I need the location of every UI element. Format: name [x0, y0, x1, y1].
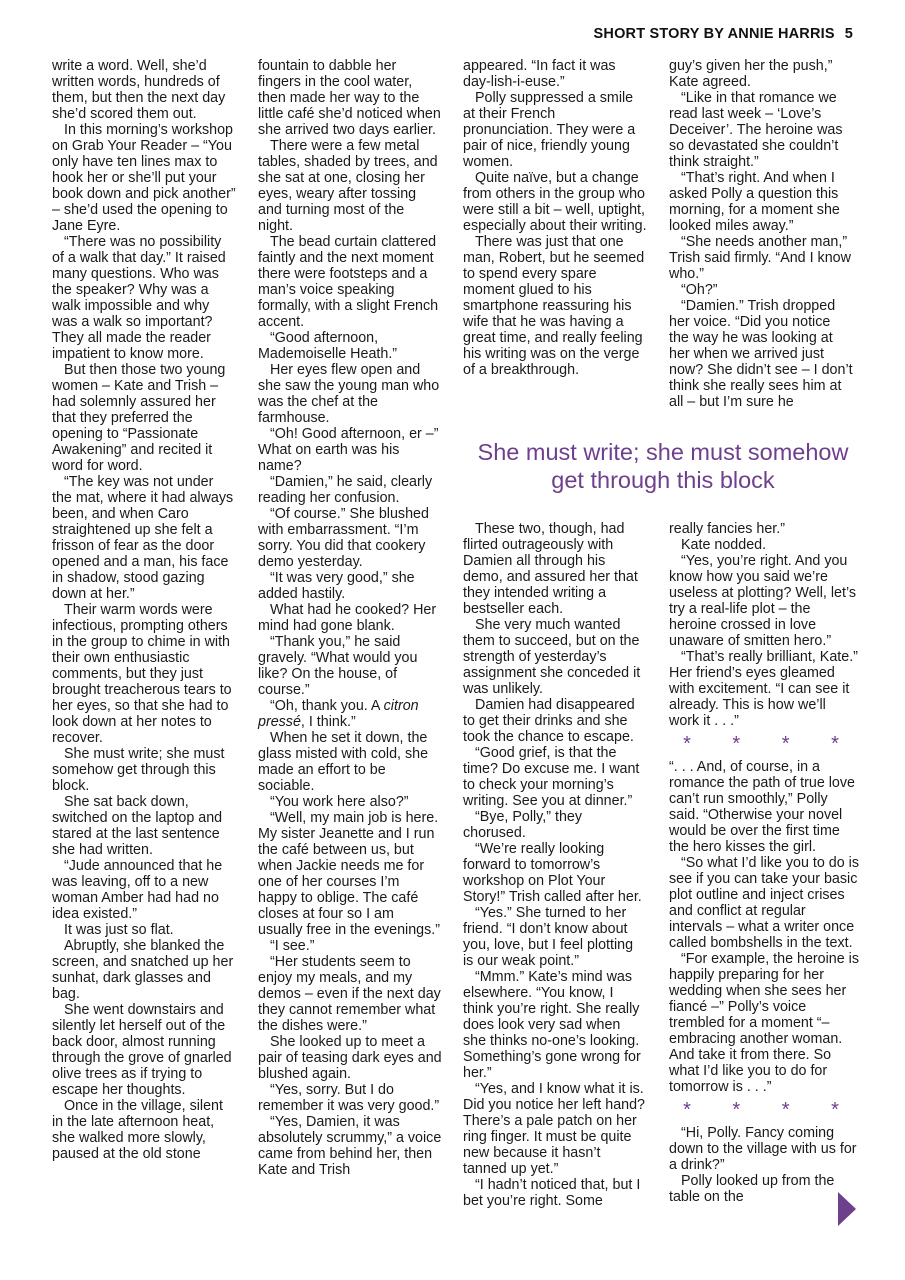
paragraph: “So what I’d like you to do is see if you can take your basic plot outline and inject crises and conflict at regular intervals – what a writer once called bombshells in the text. [669, 855, 860, 951]
paragraph: “I hadn’t noticed that, but I bet you’re right. Some [463, 1177, 641, 1209]
column-1 [52, 58, 236, 1162]
text-run: “Oh, thank you. A [270, 698, 384, 714]
pull-quote: She must write; she must somehow get through this block [477, 439, 849, 493]
paragraph: In this morning’s workshop on Grab Your Reader – “You only have ten lines max to hook her or she’ll put your book down and pick another” – she’d used the opening to Jane Eyre. [52, 122, 236, 234]
paragraph: “Good grief, is that the time? Do excuse me. I want to check your morning’s writing. See you at dinner.” [463, 745, 640, 809]
paragraph: She very much wanted them to succeed, but on the strength of yesterday’s assignment she conceded it was unlikely. [463, 617, 641, 697]
paragraph: She must write; she must somehow get through this block. [52, 746, 225, 794]
text-run: , I think.” [300, 714, 356, 730]
paragraph: “Yes, you’re right. And you know how you said we’re useless at plotting? Well, let’s try a real-life plot – the heroine crossed in love unaware of smitten hero.” [669, 553, 857, 649]
paragraph: “Oh! Good afternoon, er –” What on earth was his name? [258, 426, 439, 474]
paragraph: What had he cooked? Her mind had gone blank. [258, 602, 437, 634]
paragraph: appeared. “In fact it was day-lish-i-euse.” [463, 58, 616, 90]
column-4-top [669, 58, 853, 410]
running-header [594, 26, 853, 42]
paragraph: “Yes.” She turned to her friend. “I don’t know about you, love, but I feel plotting is our weak point.” [463, 905, 634, 969]
paragraph: “We’re really looking forward to tomorrow’s workshop on Plot Your Story!” Trish called after her. [463, 841, 642, 905]
paragraph: “That’s right. And when I asked Polly a question this morning, for a moment she looked miles away.” [669, 170, 840, 234]
paragraph: “Well, my main job is here. My sister Jeanette and I run the café between us, but when Jackie needs me for one of her courses I’m happy to oblige. The café closes at four so I am usually free in the evenings.” [258, 810, 440, 938]
column-2 [258, 58, 442, 1178]
paragraph: “Yes, Damien, it was absolutely scrummy,” a voice came from behind her, then Kate and Trish [258, 1114, 442, 1178]
paragraph: “Damien.” Trish dropped her voice. “Did you notice the way he was looking at her when we arrived just now? She didn’t see – I don’t think she really sees him at all – but I’m sure he [669, 298, 853, 410]
paragraph: “That’s really brilliant, Kate.” Her friend’s eyes gleamed with excitement. “I can see it already. This is how we’ll work it . . .” [669, 649, 858, 729]
paragraph: “Like in that romance we read last week – ‘Love’s Deceiver’. The heroine was so devastated she couldn’t think straight.” [669, 90, 843, 170]
paragraph: write a word. Well, she’d written words, hundreds of them, but then the next day she’d scored them out. [52, 58, 226, 122]
triangle-right-icon [838, 1192, 856, 1231]
paragraph: Kate nodded. [681, 537, 767, 553]
header-title: SHORT STORY BY ANNIE HARRIS [593, 26, 835, 42]
paragraph: “Hi, Polly. Fancy coming down to the village with us for a drink?” [669, 1125, 857, 1173]
column-3-top [463, 58, 647, 378]
paragraph: Their warm words were infectious, prompting others in the group to chime in with their own enthusiastic comments, but they just brought treacherous tears to her eyes, so that she had to look down at her notes to recover. [52, 602, 232, 746]
paragraph: She went downstairs and silently let herself out of the back door, almost running through the grove of gnarled olive trees as if trying to escape her thoughts. [52, 1002, 232, 1098]
paragraph: “Bye, Polly,” they chorused. [463, 809, 582, 841]
paragraph: “Of course.” She blushed with embarrassment. “I’m sorry. You did that cookery demo yesterday. [258, 506, 429, 570]
column-3-bottom [463, 521, 647, 1209]
paragraph: Polly suppressed a smile at their French pronunciation. They were a pair of nice, friendly young women. [463, 90, 636, 170]
paragraph: Polly looked up from the table on the [669, 1173, 835, 1205]
paragraph: There was just that one man, Robert, but he seemed to spend every spare moment glued to his smartphone reassuring his wife that he was having a great time, and really feeling his writing was on the verge of a breakthrough. [463, 234, 645, 378]
paragraph: She sat back down, switched on the laptop and stared at the last sentence she had written. [52, 794, 223, 858]
paragraph: There were a few metal tables, shaded by trees, and she sat at one, closing her eyes, weary after tossing and turning most of the night. [258, 138, 438, 234]
paragraph: “. . . And, of course, in a romance the path of true love can’t run smoothly,” Polly said. “Otherwise your novel would be over the first time the hero kisses the girl. [669, 759, 855, 855]
paragraph: “Yes, and I know what it is. Did you notice her left hand? There’s a pale patch on her ring finger. It must be quite new because it hasn’t tanned up yet.” [463, 1081, 646, 1177]
paragraph: Once in the village, silent in the late afternoon heat, she walked more slowly, paused at the old stone [52, 1098, 223, 1162]
paragraph: fountain to dabble her fingers in the cool water, then made her way to the little café she’d noticed when she arrived two days earlier. [258, 58, 441, 138]
paragraph: Quite naïve, but a change from others in the group who were still a bit – well, uptight, especially about their writing. [463, 170, 647, 234]
paragraph: Her eyes flew open and she saw the young man who was the chef at the farmhouse. [258, 362, 440, 426]
column-4-bottom [669, 521, 859, 1205]
paragraph: “Her students seem to enjoy my meals, and my demos – even if the next day they cannot remember what the dishes were.” [258, 954, 441, 1034]
paragraph: These two, though, had flirted outrageously with Damien all through his demo, and assured her that they intended writing a bestseller each. [463, 521, 638, 617]
paragraph: “She needs another man,” Trish said firmly. “And I know who.” [669, 234, 851, 282]
paragraph: When he set it down, the glass misted with cold, she made an effort to be sociable. [258, 730, 429, 794]
paragraph: “It was very good,” she added hastily. [258, 570, 415, 602]
paragraph: “Thank you,” he said gravely. “What would you like? On the house, of course.” [258, 634, 418, 698]
paragraph: The bead curtain clattered faintly and the next moment there were footsteps and a man’s voice speaking formally, with a slight French accent. [258, 234, 439, 330]
paragraph: “You work here also?” [270, 794, 409, 810]
page-number: 5 [844, 26, 853, 42]
paragraph: Damien had disappeared to get their drinks and she took the chance to escape. [463, 697, 635, 745]
paragraph: Abruptly, she blanked the screen, and snatched up her sunhat, dark glasses and bag. [52, 938, 234, 1002]
paragraph: “Damien,” he said, clearly reading her confusion. [258, 474, 433, 506]
paragraph: “Oh?” [681, 282, 718, 298]
paragraph: “The key was not under the mat, where it had always been, and when Caro straightened up she felt a frisson of fear as the door opened and a man, his face in shadow, stood gazing down at her.” [52, 474, 234, 602]
paragraph: But then those two young women – Kate and Trish – had solemnly assured her that they preferred the opening to “Passionate Awakening” and recited it word for word. [52, 362, 226, 474]
italic-text: citron pressé [258, 698, 419, 730]
paragraph: “I see.” [270, 938, 315, 954]
section-break-stars: * * * * [683, 733, 857, 755]
paragraph: “Yes, sorry. But I do remember it was very good.” [258, 1082, 440, 1114]
section-break-stars: * * * * [683, 1099, 857, 1121]
paragraph: “There was no possibility of a walk that day.” It raised many questions. Who was the speaker? Why was a walk impossible and why was a walk so important? They all made the reader impatient to know more. [52, 234, 226, 362]
paragraph: “Good afternoon, Mademoiselle Heath.” [258, 330, 398, 362]
paragraph: “Mmm.” Kate’s mind was elsewhere. “You know, I think you’re right. She really does look very sad when she thinks no-one’s looking. Something’s gone wrong for her.” [463, 969, 641, 1081]
paragraph: She looked up to meet a pair of teasing dark eyes and blushed again. [258, 1034, 442, 1082]
paragraph [258, 698, 442, 730]
paragraph: “For example, the heroine is happily preparing for her wedding when she sees her fiancé –” Polly’s voice trembled for a moment “– embracing another woman. And take it from there. So what I’d like you to do for tomorrow is . . .” [669, 951, 859, 1095]
paragraph: “Jude announced that he was leaving, off to a new woman Amber had had no idea existed.” [52, 858, 223, 922]
paragraph: It was just so flat. [64, 922, 174, 938]
paragraph: really fancies her.” [669, 521, 786, 537]
paragraph: guy’s given her the push,” Kate agreed. [669, 58, 833, 90]
